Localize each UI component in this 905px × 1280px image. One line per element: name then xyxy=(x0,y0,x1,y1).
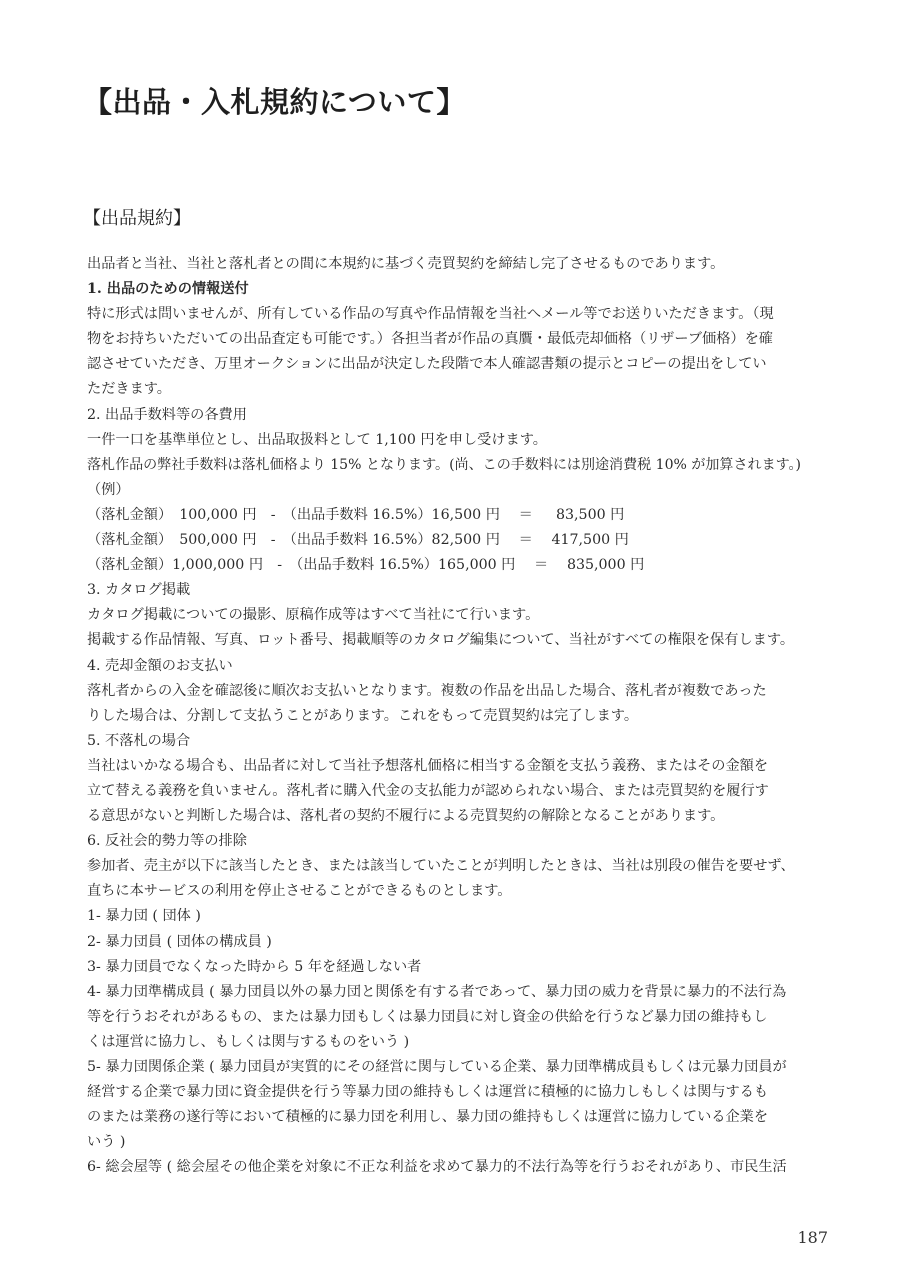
list-item: 2- 暴力団員 ( 団体の構成員 ) xyxy=(87,933,272,950)
list-item: 4- 暴力団準構成員 ( 暴力団員以外の暴力団と関係を有する者であって、暴力団の威力を背景に暴力的不法行為 xyxy=(87,983,787,1000)
item-heading-3: 3. カタログ掲載 xyxy=(87,582,191,599)
body-line: 直ちに本サービスの利用を停止させることができるものとします。 xyxy=(87,883,512,900)
list-item: 5- 暴力団関係企業 ( 暴力団員が実質的にその経営に関与している企業、暴力団準構成員もしくは元暴力団員が xyxy=(87,1059,787,1075)
item-heading-4: 4. 売却金額のお支払い xyxy=(87,657,233,674)
body-line: 経営する企業で暴力団に資金提供を行う等暴力団の維持もしくは運営に積極的に協力しもしくは関与するも xyxy=(87,1084,769,1101)
list-item: 6- 総会屋等 ( 総会屋その他企業を対象に不正な利益を求めて暴力的不法行為等を行うおそれがあり、市民生活 xyxy=(87,1159,787,1176)
body-line: くは運営に協力し、もしくは関与するものをいう ) xyxy=(87,1033,410,1050)
section-heading: 【出品規約】 xyxy=(83,208,191,229)
terms-body xyxy=(87,252,801,1180)
body-line: 物をお持ちいただいての出品査定も可能です。）各担当者が作品の真贋・最低売却価格（リザーブ価格）を確 xyxy=(87,331,773,348)
body-line: 参加者、売主が以下に該当したとき、または該当していたことが判明したときは、当社は別段の催告を要せず、 xyxy=(87,858,795,875)
body-line: のまたは業務の遂行等において積極的に暴力団を利用し、暴力団の維持もしくは運営に協力している企業を xyxy=(87,1109,769,1126)
body-line: 掲載する作品情報、写真、ロット番号、掲載順等のカタログ編集について、当社がすべての権限を保有します。 xyxy=(87,632,795,649)
page-number: 187 xyxy=(797,1228,828,1247)
item-heading-6: 6. 反社会的勢力等の排除 xyxy=(87,833,247,850)
body-line: 認させていただき、万里オークションに出品が決定した段階で本人確認書類の提示とコピーの提出をしてい xyxy=(87,356,767,373)
item-heading-2: 2. 出品手数料等の各費用 xyxy=(87,406,247,423)
list-item: 3- 暴力団員でなくなった時から 5 年を経過しない者 xyxy=(87,958,422,975)
body-line: 等を行うおそれがあるもの、または暴力団もしくは暴力団員に対し資金の供給を行うなど暴力団の維持もし xyxy=(87,1008,768,1025)
intro-paragraph: 出品者と当社、当社と落札者との間に本規約に基づく売買契約を締結し完了させるものであります。 xyxy=(87,256,725,272)
list-item: 1- 暴力団 ( 団体 ) xyxy=(87,908,201,925)
body-line: る意思がないと判断した場合は、落札者の契約不履行による売買契約の解除となることがあります。 xyxy=(87,808,725,825)
fee-example-row: （落札金額） 100,000 円 - （出品手数料 16.5%）16,500 円 ＝ 83,500 円 xyxy=(87,506,625,523)
fee-example-row: （落札金額）1,000,000 円 - （出品手数料 16.5%）165,000 円 ＝ 835,000 円 xyxy=(87,557,645,574)
body-line: 立て替える義務を負いません。落札者に購入代金の支払能力が認められない場合、または売買契約を履行す xyxy=(87,782,769,799)
body-line: 落札作品の弊社手数料は落札価格より 15% となります。(尚、この手数料には別途消費税 10% が加算されます。) xyxy=(87,456,802,473)
body-line: 当社はいかなる場合も、出品者に対して当社予想落札価格に相当する金額を支払う義務、またはその金額を xyxy=(87,757,769,774)
body-line: いう ) xyxy=(87,1134,126,1151)
body-line: ただきます。 xyxy=(87,381,171,398)
example-label: （例） xyxy=(87,481,130,498)
item-heading-1: 1. 出品のための情報送付 xyxy=(87,281,249,298)
body-line: 特に形式は問いませんが、所有している作品の写真や作品情報を当社へメール等でお送りいただきます。（現 xyxy=(87,306,774,323)
body-line: 一件一口を基準単位とし、出品取扱料として 1,100 円を申し受けます。 xyxy=(87,431,547,448)
body-line: カタログ掲載についての撮影、原稿作成等はすべて当社にて行います。 xyxy=(87,607,540,624)
body-line: 落札者からの入金を確認後に順次お支払いとなります。複数の作品を出品した場合、落札者が複数であった xyxy=(87,682,767,699)
item-heading-5: 5. 不落札の場合 xyxy=(87,732,191,749)
page-title: 【出品・入札規約について】 xyxy=(83,85,466,119)
body-line: りした場合は、分割して支払うことがあります。これをもって売買契約は完了します。 xyxy=(87,707,639,724)
fee-example-row: （落札金額） 500,000 円 - （出品手数料 16.5%）82,500 円 ＝ 417,500 円 xyxy=(87,532,629,549)
